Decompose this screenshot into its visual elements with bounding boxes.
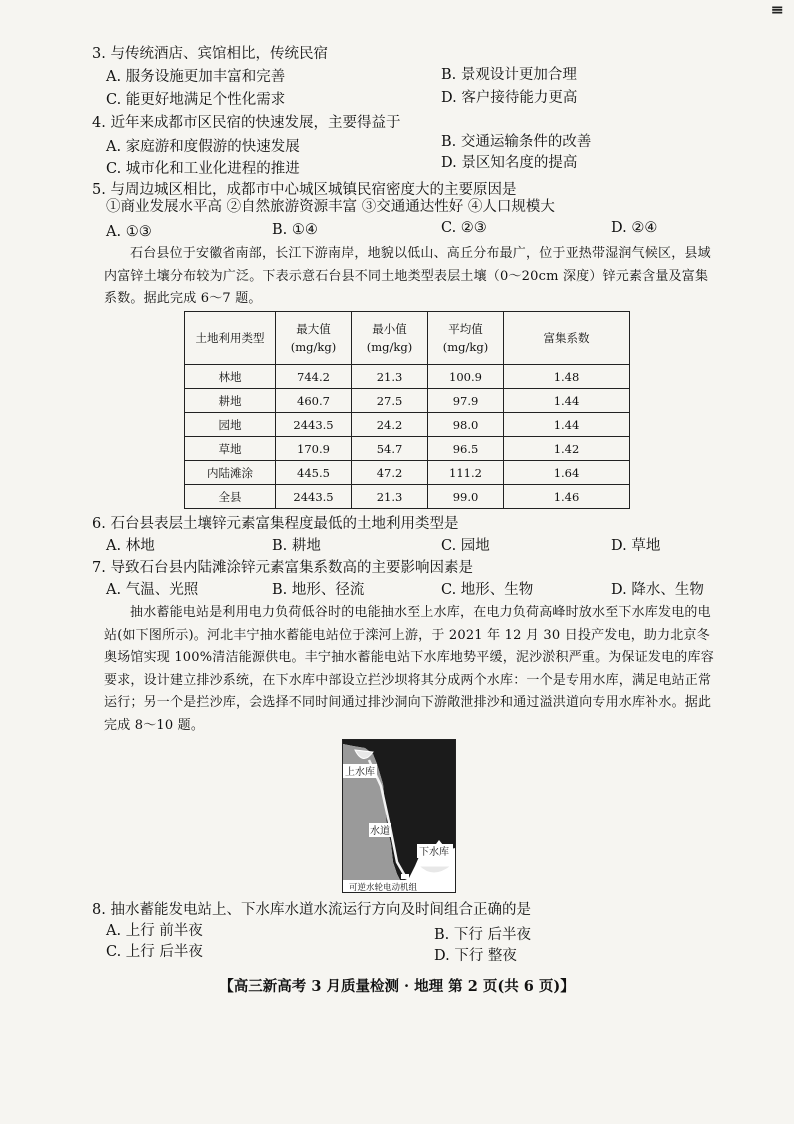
- question-5-option-a: A. ①③: [106, 224, 152, 240]
- question-3-option-c: C. 能更好地满足个性化需求: [106, 92, 286, 108]
- question-5-option-b: B. ①④: [272, 222, 318, 238]
- table-cell: 1.46: [504, 485, 630, 509]
- question-5-option-c: C. ②③: [441, 220, 487, 236]
- pumped-storage-diagram: [342, 739, 456, 893]
- table-cell: 1.64: [504, 461, 630, 485]
- question-3-stem: 3. 与传统酒店、宾馆相比，传统民宿: [92, 46, 328, 62]
- table-cell: 27.5: [352, 389, 428, 413]
- table-cell: 1.44: [504, 389, 630, 413]
- question-4-option-c: C. 城市化和工业化进程的推进: [106, 161, 300, 177]
- table-row: [185, 413, 630, 437]
- table-header-cell: 最大值 (mg/kg): [276, 312, 352, 365]
- table-header-cell: 平均值 (mg/kg): [428, 312, 504, 365]
- question-3-option-a: A. 服务设施更加丰富和完善: [106, 69, 286, 85]
- passage-zinc: [104, 243, 714, 311]
- question-4-stem: 4. 近年来成都市区民宿的快速发展，主要得益于: [92, 115, 401, 131]
- table-cell: 内陆滩涂: [185, 461, 276, 485]
- question-6-option-c: C. 园地: [441, 538, 490, 554]
- zinc-table: [184, 311, 630, 509]
- question-5-items: ①商业发展水平高 ②自然旅游资源丰富 ③交通通达性好 ④人口规模大: [106, 199, 555, 215]
- table-cell: 54.7: [352, 437, 428, 461]
- table-row: [185, 437, 630, 461]
- table-cell: 草地: [185, 437, 276, 461]
- lower-reservoir-label: 下水库: [419, 847, 449, 858]
- table-row: [185, 485, 630, 509]
- question-7-option-b: B. 地形、径流: [272, 582, 365, 598]
- passage-pumped-storage: [104, 602, 714, 737]
- lower-reservoir-water: [419, 866, 451, 873]
- question-3-option-d: D. 客户接待能力更高: [441, 90, 578, 106]
- table-cell: 170.9: [276, 437, 352, 461]
- question-3-option-b: B. 景观设计更加合理: [441, 67, 577, 83]
- table-cell: 47.2: [352, 461, 428, 485]
- question-8-option-c: C. 上行 后半夜: [106, 944, 203, 960]
- question-7-stem: 7. 导致石台县内陆滩涂锌元素富集系数高的主要影响因素是: [92, 560, 473, 576]
- turbine-unit-label: 可逆水轮电动机组: [349, 883, 418, 892]
- table-header-cell: 土地利用类型: [185, 312, 276, 365]
- question-6-option-d: D. 草地: [611, 538, 661, 554]
- table-cell: 21.3: [352, 485, 428, 509]
- question-7-option-d: D. 降水、生物: [611, 582, 704, 598]
- corner-mark: ≡: [770, 0, 784, 19]
- table-cell: 460.7: [276, 389, 352, 413]
- table-cell: 全县: [185, 485, 276, 509]
- table-row: [185, 461, 630, 485]
- table-cell: 97.9: [428, 389, 504, 413]
- turbine-unit: [401, 874, 409, 879]
- channel-label: 水道: [370, 826, 390, 837]
- table-row: [185, 365, 630, 389]
- pumped-storage-svg: [343, 740, 455, 892]
- passage-zinc-text: 石台县位于安徽省南部，长江下游南岸，地貌以低山、高丘分布最广，位于亚热带湿润气候区，县域内富锌土壤分布较为广泛。下表示意石台县不同土地类型表层土壤（0～20cm 深度）锌元素含量及富集系数。据此完成 6～7 题。: [104, 246, 711, 306]
- question-8-stem: 8. 抽水蓄能发电站上、下水库水道水流运行方向及时间组合正确的是: [92, 902, 531, 918]
- question-7-option-c: C. 地形、生物: [441, 582, 534, 598]
- table-header-cell: 富集系数: [504, 312, 630, 365]
- table-cell: 24.2: [352, 413, 428, 437]
- question-7-option-a: A. 气温、光照: [106, 582, 199, 598]
- question-4-option-b: B. 交通运输条件的改善: [441, 134, 592, 150]
- table-cell: 1.48: [504, 365, 630, 389]
- question-8-option-b: B. 下行 后半夜: [434, 927, 531, 943]
- table-cell: 2443.5: [276, 485, 352, 509]
- table-cell: 445.5: [276, 461, 352, 485]
- question-4-option-a: A. 家庭游和度假游的快速发展: [106, 139, 300, 155]
- table-row: [185, 389, 630, 413]
- table-cell: 2443.5: [276, 413, 352, 437]
- table-cell: 园地: [185, 413, 276, 437]
- question-4-option-d: D. 景区知名度的提高: [441, 155, 578, 171]
- table-cell: 林地: [185, 365, 276, 389]
- question-8-option-a: A. 上行 前半夜: [106, 923, 203, 939]
- table-cell: 1.44: [504, 413, 630, 437]
- upper-reservoir-label: 上水库: [345, 767, 375, 778]
- table-header-row: [185, 312, 630, 365]
- table-cell: 98.0: [428, 413, 504, 437]
- question-6-option-b: B. 耕地: [272, 538, 321, 554]
- table-cell: 744.2: [276, 365, 352, 389]
- table-cell: 耕地: [185, 389, 276, 413]
- question-8-option-d: D. 下行 整夜: [434, 948, 517, 964]
- table-cell: 96.5: [428, 437, 504, 461]
- table-cell: 1.42: [504, 437, 630, 461]
- question-6-option-a: A. 林地: [106, 538, 155, 554]
- table-cell: 99.0: [428, 485, 504, 509]
- table-header-cell: 最小值 (mg/kg): [352, 312, 428, 365]
- table-cell: 100.9: [428, 365, 504, 389]
- question-6-stem: 6. 石台县表层土壤锌元素富集程度最低的土地利用类型是: [92, 516, 459, 532]
- page-footer: 【高三新高考 3 月质量检测 · 地理 第 2 页(共 6 页)】: [219, 978, 575, 995]
- question-5-stem: 5. 与周边城区相比，成都市中心城区城镇民宿密度大的主要原因是: [92, 182, 517, 198]
- table-cell: 111.2: [428, 461, 504, 485]
- table-cell: 21.3: [352, 365, 428, 389]
- passage-pumped-storage-text: 抽水蓄能电站是利用电力负荷低谷时的电能抽水至上水库，在电力负荷高峰时放水至下水库发电的电站(如下图所示)。河北丰宁抽水蓄能电站位于滦河上游，于 2021 年 12 月 30 日投产发电，助力北京冬奥场馆实现 100%清洁能源供电。丰宁抽水蓄能电站下水库地势平缓，泥沙淤积严重。为保证发电的库容要求，设计建立排沙系统，在下水库中部设立拦沙坝将其分成两个水库：一个是专用水库，满足电站正常运行；另一个是拦沙库，会选择不同时间通过排沙洞向下游敞泄排沙和通过溢洪道向专用水库补水。据此完成 8～10 题。: [104, 605, 714, 733]
- question-5-option-d: D. ②④: [611, 220, 658, 236]
